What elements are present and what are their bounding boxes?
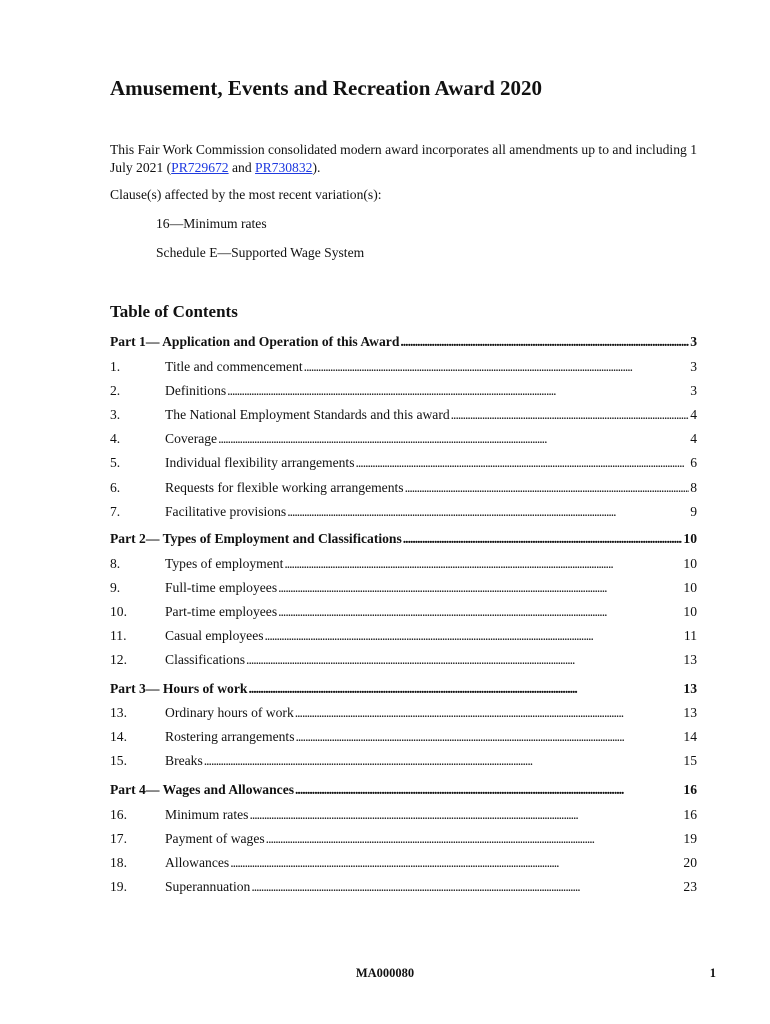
toc-entry-number: 11. [110,628,127,643]
toc-dot-leader [400,334,689,350]
toc-dot-leader [295,782,682,798]
toc-clause-entry[interactable] [110,879,697,897]
toc-entry-title: Part 3— Hours of work [110,681,248,696]
amendment-link-pr730832[interactable]: PR730832 [255,160,313,175]
toc-entry-page: 6 [690,455,697,470]
toc-entry-number: 1. [110,359,121,374]
toc-entry-title: Individual flexibility arrangements [165,455,355,470]
toc-entry-title: Casual employees [165,628,264,643]
toc-entry-page: 3 [690,383,697,398]
toc-entry-page: 3 [690,359,697,374]
toc-entry-page: 3 [690,334,697,349]
intro-text: This Fair Work Commission consolidated modern award incorporates all amendments up to and including 1 July 2021 ( [110,142,697,175]
toc-entry-number: 10. [110,604,127,619]
toc-dot-leader [246,652,682,668]
toc-clause-entry[interactable] [110,556,697,574]
toc-part-entry[interactable] [110,782,697,800]
toc-dot-leader [304,359,690,375]
toc-entry-number: 5. [110,455,121,470]
toc-entry-title: Requests for flexible working arrangements [165,480,404,495]
toc-entry-page: 15 [683,753,697,768]
toc-dot-leader [265,628,683,644]
document-title: Amusement, Events and Recreation Award 2020 [110,76,543,100]
toc-entry-title: Ordinary hours of work [165,705,294,720]
toc-clause-entry[interactable] [110,480,697,498]
toc-dot-leader [248,681,682,697]
toc-clause-entry[interactable] [110,431,697,449]
toc-clause-entry[interactable] [110,504,697,522]
toc-entry-number: 19. [110,879,127,894]
toc-entry-page: 11 [683,628,697,643]
toc-entry-page: 4 [690,407,697,422]
clause-affected-item: Schedule E—Supported Wage System [156,245,365,260]
toc-dot-leader [284,556,682,572]
toc-entry-page: 10 [683,580,697,595]
toc-clause-entry[interactable] [110,652,697,670]
toc-entry-title: Coverage [165,431,218,446]
toc-entry-title: Types of employment [165,556,284,571]
toc-entry-number: 7. [110,504,121,519]
toc-dot-leader [295,729,682,745]
toc-entry-page: 16 [683,807,697,822]
toc-entry-title: Definitions [165,383,227,398]
clause-affected-item: 16—Minimum rates [156,216,267,231]
toc-entry-page: 20 [683,855,697,870]
toc-entry-page: 9 [690,504,697,519]
toc-clause-entry[interactable] [110,604,697,622]
toc-dot-leader [204,753,683,769]
toc-entry-title: Payment of wages [165,831,265,846]
toc-entry-number: 12. [110,652,127,667]
toc-entry-page: 4 [690,431,697,446]
toc-entry-title: Rostering arrangements [165,729,295,744]
toc-entry-page: 10 [683,531,697,546]
toc-entry-number: 9. [110,580,121,595]
toc-entry-page: 10 [683,556,697,571]
toc-clause-entry[interactable] [110,455,697,473]
toc-entry-number: 17. [110,831,127,846]
toc-dot-leader [230,855,682,871]
toc-dot-leader [405,480,690,496]
toc-dot-leader [251,879,682,895]
toc-dot-leader [295,705,683,721]
toc-dot-leader [403,531,683,547]
toc-dot-leader [356,455,690,471]
toc-entry-number: 3. [110,407,121,422]
toc-dot-leader [249,807,682,823]
toc-entry-number: 13. [110,705,127,720]
toc-dot-leader [287,504,689,520]
toc-clause-entry[interactable] [110,855,697,873]
intro-and-text: and [228,160,256,175]
toc-dot-leader [451,407,690,423]
award-code: MA000080 [355,966,415,980]
toc-entry-number: 8. [110,556,121,571]
toc-entry-page: 13 [683,705,697,720]
toc-entry-title: Part 4— Wages and Allowances [110,782,295,797]
toc-entry-number: 4. [110,431,121,446]
toc-entry-title: Title and commencement [165,359,303,374]
toc-entry-number: 18. [110,855,127,870]
toc-entry-title: Part 1— Application and Operation of this Award [110,334,400,349]
toc-clause-entry[interactable] [110,580,697,598]
toc-entry-title: Part 2— Types of Employment and Classifications [110,531,402,546]
toc-entry-title: Facilitative provisions [165,504,287,519]
toc-part-entry[interactable] [110,334,697,352]
toc-clause-entry[interactable] [110,628,697,646]
toc-entry-number: 2. [110,383,121,398]
toc-clause-entry[interactable] [110,407,697,425]
toc-clause-entry[interactable] [110,705,697,723]
toc-entry-page: 8 [690,480,697,495]
toc-entry-title: Part-time employees [165,604,278,619]
clauses-affected-label: Clause(s) affected by the most recent variation(s): [110,187,382,202]
toc-clause-entry[interactable] [110,753,697,771]
toc-part-entry[interactable] [110,531,697,549]
page-number: 1 [709,966,716,980]
toc-clause-entry[interactable] [110,383,697,401]
intro-end-text: ). [312,160,321,175]
toc-entry-page: 10 [683,604,697,619]
toc-dot-leader [266,831,683,847]
toc-clause-entry[interactable] [110,359,697,377]
toc-dot-leader [227,383,689,399]
toc-clause-entry[interactable] [110,729,697,747]
toc-entry-number: 14. [110,729,127,744]
toc-entry-title: Allowances [165,855,230,870]
toc-entry-number: 6. [110,480,121,495]
intro-paragraph [110,141,697,177]
toc-entry-page: 13 [683,681,697,696]
amendment-link-pr729672[interactable]: PR729672 [171,160,229,175]
toc-entry-page: 23 [683,879,697,894]
toc-clause-entry[interactable] [110,831,697,849]
toc-dot-leader [278,580,682,596]
toc-entry-title: Full-time employees [165,580,278,595]
toc-entry-number: 16. [110,807,127,822]
toc-entry-title: The National Employment Standards and this award [165,407,450,422]
toc-entry-page: 19 [683,831,697,846]
toc-entry-page: 14 [683,729,697,744]
toc-entry-page: 13 [683,652,697,667]
toc-entry-number: 15. [110,753,127,768]
toc-entry-title: Minimum rates [165,807,249,822]
toc-entry-page: 16 [683,782,697,797]
toc-dot-leader [218,431,689,447]
toc-entry-title: Superannuation [165,879,251,894]
toc-part-entry[interactable] [110,681,697,699]
toc-heading: Table of Contents [110,302,238,321]
toc-entry-title: Breaks [165,753,203,768]
toc-clause-entry[interactable] [110,807,697,825]
toc-dot-leader [278,604,682,620]
toc-entry-title: Classifications [165,652,246,667]
